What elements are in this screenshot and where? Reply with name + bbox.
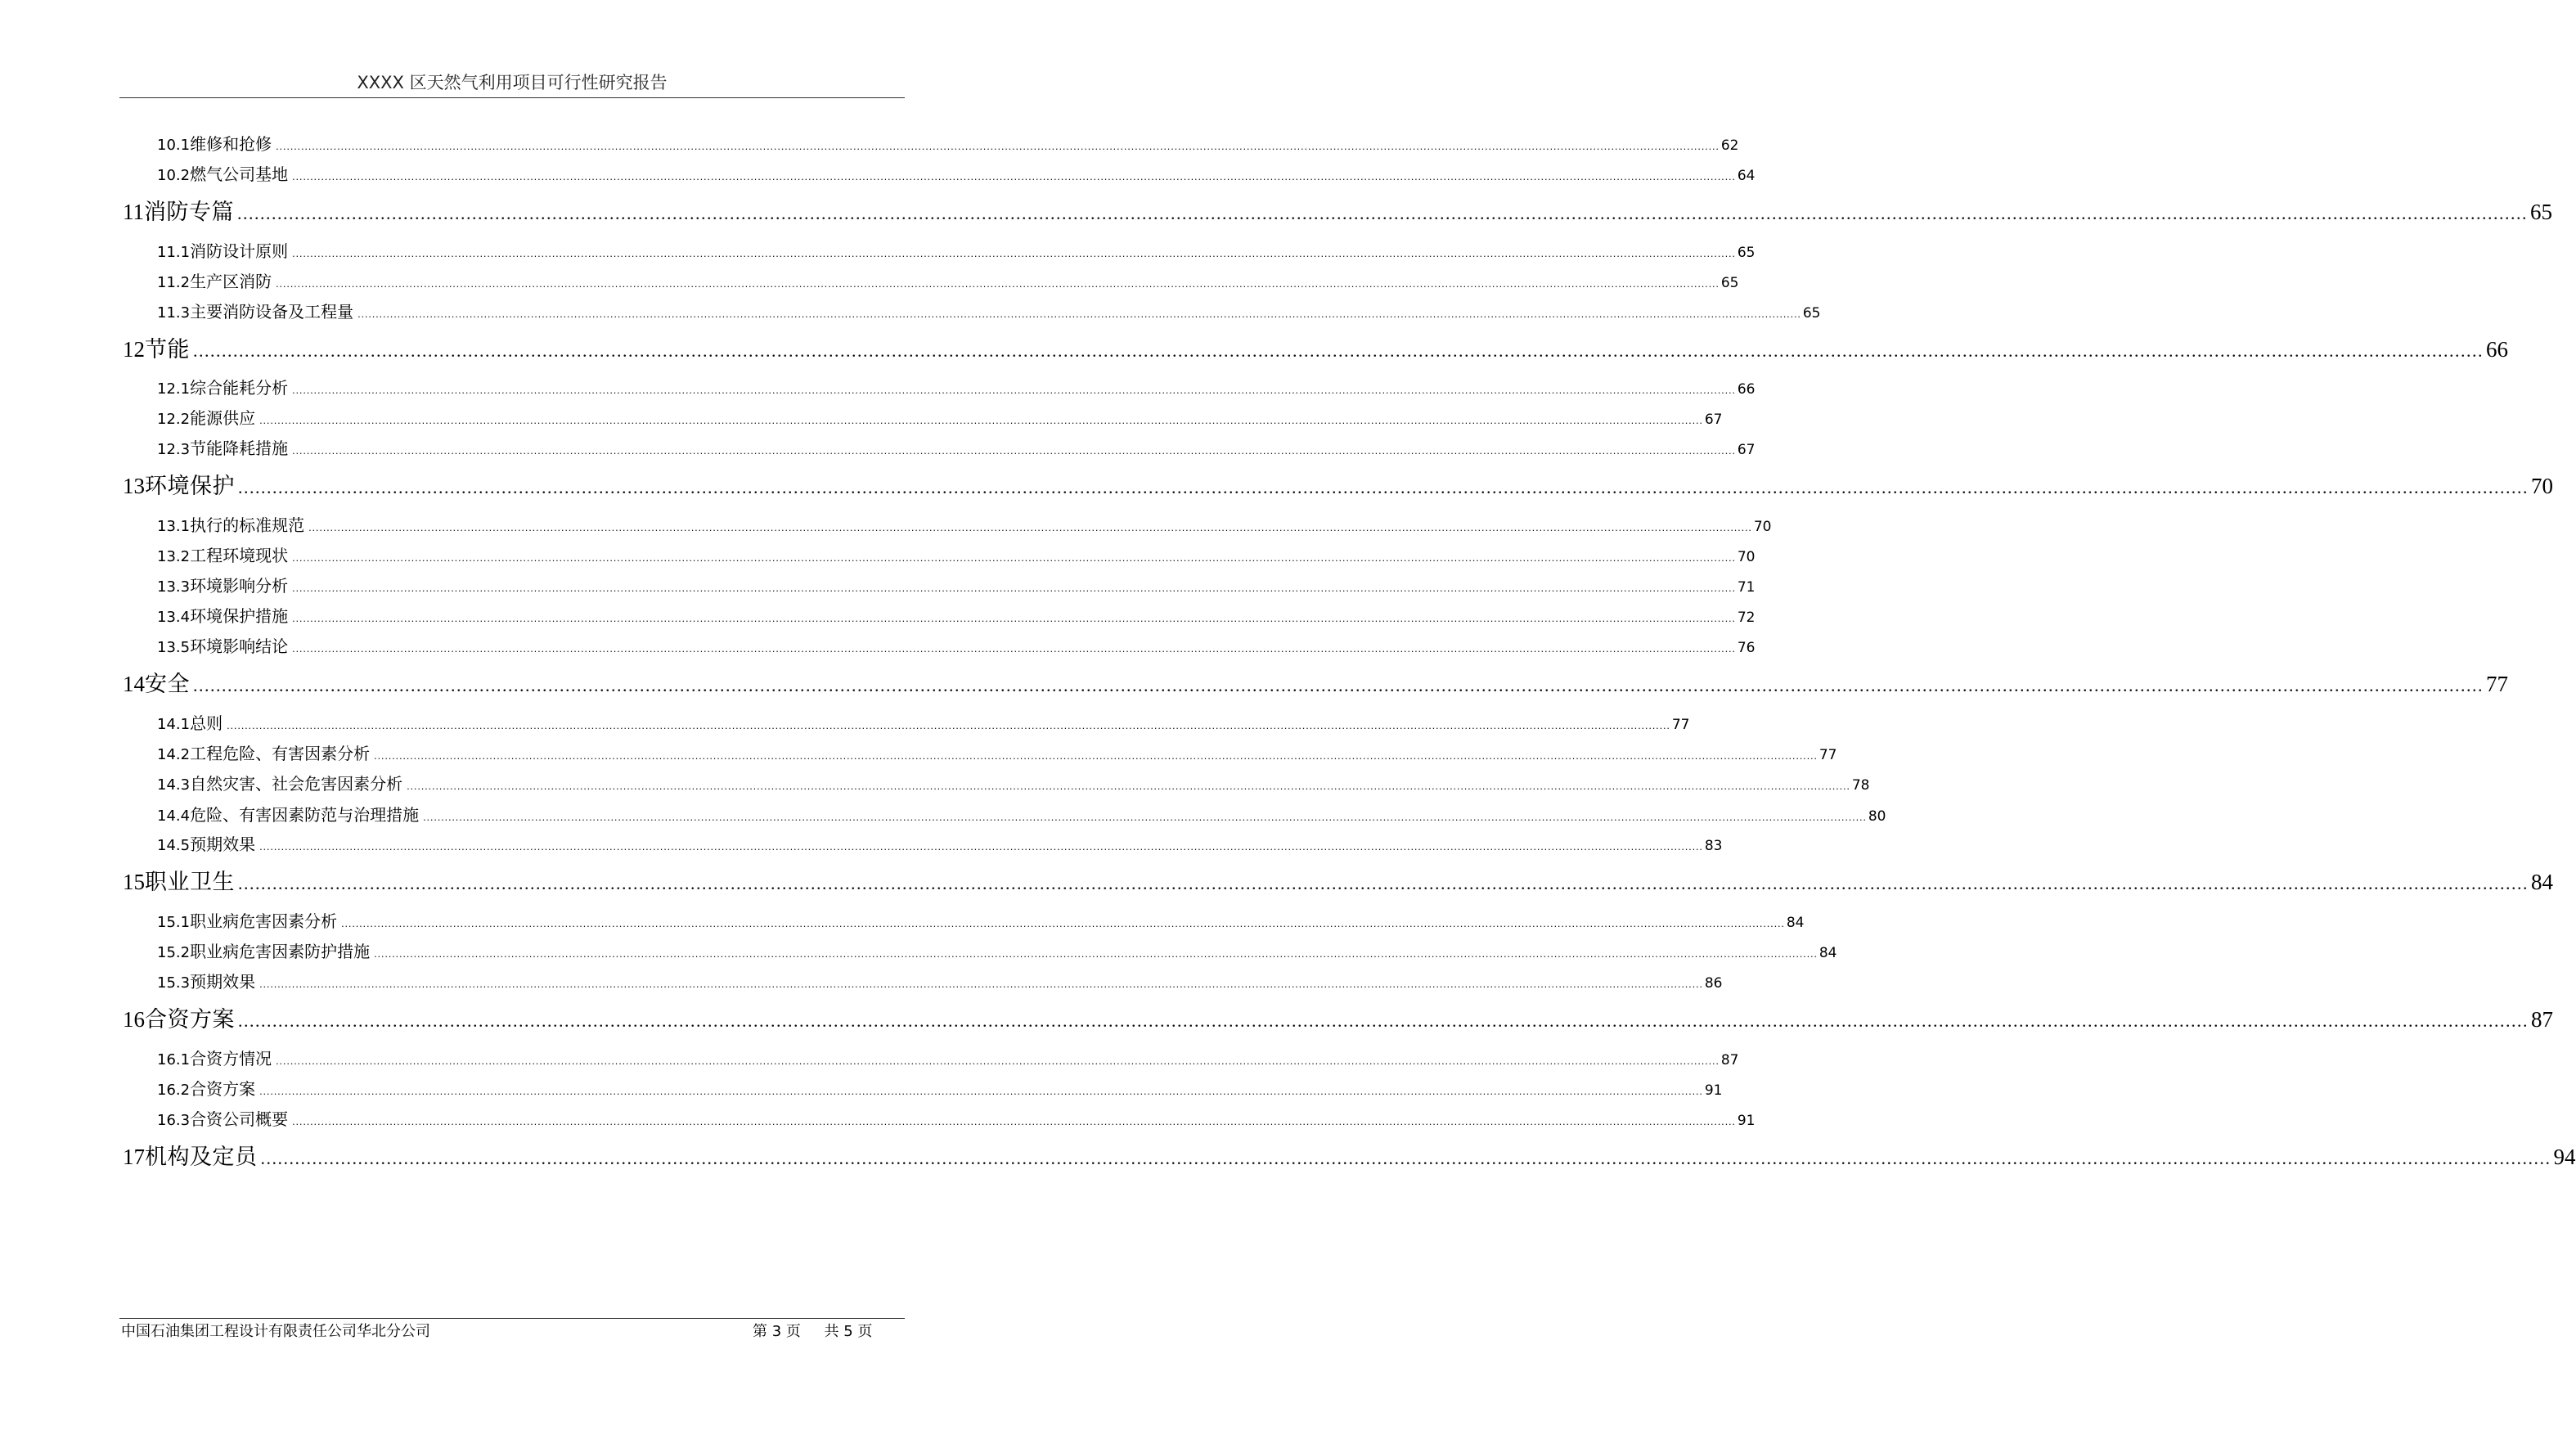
toc-entry-title: 节能 bbox=[145, 337, 190, 362]
toc-entry-page: 84 bbox=[2531, 870, 2553, 894]
toc-entry-page: 77 bbox=[1818, 747, 1837, 763]
toc-entry-number: 15.3 bbox=[157, 974, 191, 992]
toc-dot-leader: ................................................................................................................................................................................................................................................................................................................................................................................................................ bbox=[357, 308, 1801, 320]
toc-entry-title: 生产区消防 bbox=[190, 272, 272, 291]
toc-entry-number: 10.1 bbox=[157, 137, 191, 154]
toc-entry-number: 13 bbox=[123, 474, 145, 498]
toc-dot-leader: ................................................................................................................................................................................................................................................................................................................................................................................................................ bbox=[292, 247, 1736, 259]
toc-entry-page: 84 bbox=[1786, 915, 1805, 931]
toc-dot-leader: ................................................................................................................................................................................................................................................................................................................................................................................................................ bbox=[292, 642, 1736, 655]
toc-entry-page: 70 bbox=[1737, 549, 1756, 565]
toc-entry-page: 65 bbox=[2530, 200, 2552, 224]
toc-dot-leader: ................................................................................................................................................................................................................................................................................................................................................................................................................ bbox=[259, 1085, 1703, 1097]
toc-entry-title: 环境影响分析 bbox=[190, 576, 289, 596]
toc-entry-number: 13.2 bbox=[157, 548, 191, 565]
toc-entry-title: 职业病危害因素防护措施 bbox=[190, 942, 371, 961]
toc-entry-title: 合资方案 bbox=[145, 1007, 235, 1032]
toc-entry-number: 15 bbox=[123, 870, 145, 894]
toc-entry-page: 66 bbox=[2486, 337, 2508, 362]
header-rule bbox=[119, 97, 905, 98]
toc-entry-page: 83 bbox=[1704, 838, 1723, 854]
toc-dot-leader: ................................................................................................................................................................................................................................................................................................................................................................................................................ bbox=[259, 840, 1703, 852]
toc-entry-page: 80 bbox=[1868, 808, 1886, 825]
toc-entry-page: 94 bbox=[2553, 1145, 2576, 1169]
toc-entry-number: 17 bbox=[123, 1145, 145, 1169]
toc-entry-title: 燃气公司基地 bbox=[190, 164, 289, 184]
toc-entry-page: 91 bbox=[1704, 1082, 1723, 1099]
toc-entry-number: 13.4 bbox=[157, 609, 191, 626]
toc-entry-title: 合资公司概要 bbox=[190, 1109, 289, 1129]
toc-entry-number: 14.3 bbox=[157, 776, 191, 794]
toc-entry-number: 12.2 bbox=[157, 411, 191, 428]
toc-dot-leader: ................................................................................................................................................................................................................................................................................................................................................................................................................ bbox=[276, 1055, 1720, 1067]
toc-entry-number: 16 bbox=[123, 1007, 145, 1032]
toc-entry-number: 16.2 bbox=[157, 1082, 191, 1099]
toc-entry-page: 70 bbox=[1753, 519, 1772, 535]
toc-dot-leader: ................................................................................................................................................................................................................................................................................................................................................................................................................ bbox=[341, 917, 1785, 929]
toc-entry-page: 67 bbox=[1737, 442, 1756, 458]
toc-section[interactable] bbox=[157, 831, 1723, 855]
toc-dot-leader: ................................................................................................................................................................................................................................................................................................................................................................................................................ bbox=[292, 1115, 1736, 1127]
toc-dot-leader: ................................................................................................................................................................................................................................................................................................................................................................................................................ bbox=[193, 675, 2484, 695]
toc-chapter[interactable] bbox=[123, 468, 2553, 500]
toc-entry-page: 84 bbox=[1818, 945, 1837, 961]
toc-dot-leader: ................................................................................................................................................................................................................................................................................................................................................................................................................ bbox=[292, 612, 1736, 624]
toc-entry-title: 环境保护措施 bbox=[190, 606, 289, 626]
toc-section[interactable] bbox=[157, 710, 1690, 734]
toc-dot-leader: ................................................................................................................................................................................................................................................................................................................................................................................................................ bbox=[292, 582, 1736, 594]
toc-entry-number: 13.5 bbox=[157, 639, 191, 656]
toc-entry-number: 16.1 bbox=[157, 1051, 191, 1068]
toc-entry-page: 66 bbox=[1737, 381, 1756, 398]
toc-entry-title: 合资方案 bbox=[190, 1079, 256, 1099]
toc-entry-page: 64 bbox=[1737, 168, 1756, 184]
toc-section[interactable] bbox=[157, 268, 1739, 292]
toc-entry-title: 主要消防设备及工程量 bbox=[190, 302, 354, 322]
toc-entry-page: 76 bbox=[1737, 640, 1756, 656]
toc-entry-page: 78 bbox=[1851, 777, 1870, 794]
toc-entry-title: 预期效果 bbox=[190, 972, 256, 992]
toc-entry-page: 67 bbox=[1704, 412, 1723, 428]
toc-entry-page: 77 bbox=[1671, 717, 1690, 733]
toc-entry-title: 总则 bbox=[190, 713, 223, 733]
toc-section[interactable] bbox=[157, 603, 1756, 627]
toc-entry-page: 77 bbox=[2486, 672, 2508, 696]
toc-dot-leader: ................................................................................................................................................................................................................................................................................................................................................................................................................ bbox=[423, 811, 1867, 823]
toc-dot-leader: ................................................................................................................................................................................................................................................................................................................................................................................................................ bbox=[276, 277, 1720, 290]
toc-entry-title: 环境影响结论 bbox=[190, 637, 289, 656]
page-header-title: XXXX 区天然气利用项目可行性研究报告 bbox=[357, 73, 668, 92]
footer-company: 中国石油集团工程设计有限责任公司华北分公司 bbox=[121, 1323, 430, 1340]
toc-entry-page: 65 bbox=[1802, 305, 1821, 322]
footer-total-pages: 共 5 页 bbox=[824, 1323, 873, 1340]
toc-chapter[interactable] bbox=[123, 666, 2508, 698]
toc-entry-title: 综合能耗分析 bbox=[190, 378, 289, 398]
toc-entry-page: 91 bbox=[1737, 1113, 1756, 1129]
toc-dot-leader: ................................................................................................................................................................................................................................................................................................................................................................................................................ bbox=[292, 444, 1736, 457]
toc-entry-title: 职业卫生 bbox=[145, 870, 235, 895]
toc-section[interactable] bbox=[157, 573, 1756, 596]
toc-entry-title: 工程危险、有害因素分析 bbox=[190, 744, 371, 763]
toc-entry-title: 维修和抢修 bbox=[190, 134, 272, 154]
toc-dot-leader: ................................................................................................................................................................................................................................................................................................................................................................................................................ bbox=[260, 1148, 2551, 1168]
toc-chapter[interactable] bbox=[123, 864, 2553, 896]
toc-entry-number: 14.2 bbox=[157, 746, 191, 763]
toc-chapter[interactable] bbox=[123, 1139, 2576, 1171]
toc-entry-number: 14.5 bbox=[157, 837, 191, 854]
toc-entry-page: 65 bbox=[1720, 275, 1739, 291]
toc-entry-number: 16.3 bbox=[157, 1112, 191, 1129]
toc-section[interactable] bbox=[157, 161, 1756, 185]
toc-dot-leader: ................................................................................................................................................................................................................................................................................................................................................................................................................ bbox=[237, 203, 2528, 223]
toc-entry-title: 环境保护 bbox=[145, 474, 235, 499]
toc-section[interactable] bbox=[157, 740, 1837, 764]
toc-section[interactable] bbox=[157, 238, 1756, 262]
toc-section[interactable] bbox=[157, 802, 1886, 825]
toc-entry-number: 10.2 bbox=[157, 167, 191, 184]
toc-entry-title: 消防设计原则 bbox=[190, 241, 289, 261]
toc-entry-number: 13.3 bbox=[157, 578, 191, 596]
toc-dot-leader: ................................................................................................................................................................................................................................................................................................................................................................................................................ bbox=[238, 477, 2529, 497]
toc-entry-number: 13.1 bbox=[157, 518, 191, 535]
toc-entry-title: 能源供应 bbox=[190, 408, 256, 428]
toc-chapter[interactable] bbox=[123, 194, 2552, 226]
toc-section[interactable] bbox=[157, 435, 1756, 459]
toc-entry-number: 12.1 bbox=[157, 380, 191, 398]
toc-section[interactable] bbox=[157, 969, 1723, 992]
toc-entry-number: 15.1 bbox=[157, 914, 191, 931]
toc-entry-page: 86 bbox=[1704, 975, 1723, 992]
toc-entry-number: 11.1 bbox=[157, 244, 191, 261]
toc-dot-leader: ................................................................................................................................................................................................................................................................................................................................................................................................................ bbox=[292, 170, 1736, 182]
toc-section[interactable] bbox=[157, 405, 1723, 429]
toc-entry-title: 安全 bbox=[145, 672, 190, 697]
toc-entry-number: 12 bbox=[123, 337, 145, 362]
toc-section[interactable] bbox=[157, 131, 1739, 155]
toc-entry-page: 70 bbox=[2531, 474, 2553, 498]
footer-rule bbox=[119, 1318, 905, 1319]
toc-dot-leader: ................................................................................................................................................................................................................................................................................................................................................................................................................ bbox=[407, 780, 1850, 792]
toc-entry-number: 11.2 bbox=[157, 274, 191, 291]
toc-entry-page: 71 bbox=[1737, 579, 1756, 596]
toc-section[interactable] bbox=[157, 375, 1756, 398]
toc-entry-number: 14.4 bbox=[157, 807, 191, 825]
toc-entry-title: 执行的标准规范 bbox=[190, 515, 305, 535]
toc-entry-title: 消防专篇 bbox=[144, 200, 234, 225]
toc-dot-leader: ................................................................................................................................................................................................................................................................................................................................................................................................................ bbox=[308, 521, 1752, 533]
toc-entry-title: 节能降耗措施 bbox=[190, 439, 289, 458]
toc-entry-number: 12.3 bbox=[157, 441, 191, 458]
toc-section[interactable] bbox=[157, 1046, 1739, 1069]
toc-section[interactable] bbox=[157, 938, 1837, 962]
toc-section[interactable] bbox=[157, 771, 1870, 794]
toc-dot-leader: ................................................................................................................................................................................................................................................................................................................................................................................................................ bbox=[292, 551, 1736, 564]
toc-entry-page: 65 bbox=[1737, 245, 1756, 261]
toc-entry-number: 14.1 bbox=[157, 716, 191, 733]
toc-section[interactable] bbox=[157, 542, 1756, 566]
toc-dot-leader: ................................................................................................................................................................................................................................................................................................................................................................................................................ bbox=[259, 414, 1703, 426]
toc-entry-title: 合资方情况 bbox=[190, 1049, 272, 1068]
toc-dot-leader: ................................................................................................................................................................................................................................................................................................................................................................................................................ bbox=[374, 947, 1818, 960]
toc-entry-number: 14 bbox=[123, 672, 145, 696]
toc-section[interactable] bbox=[157, 633, 1756, 657]
toc-dot-leader: ................................................................................................................................................................................................................................................................................................................................................................................................................ bbox=[238, 873, 2529, 893]
toc-section[interactable] bbox=[157, 512, 1772, 536]
toc-entry-page: 87 bbox=[1720, 1052, 1739, 1068]
toc-dot-leader: ................................................................................................................................................................................................................................................................................................................................................................................................................ bbox=[193, 340, 2484, 361]
toc-section[interactable] bbox=[157, 908, 1805, 932]
toc-entry-title: 职业病危害因素分析 bbox=[190, 911, 338, 931]
toc-entry-number: 11.3 bbox=[157, 304, 191, 322]
toc-entry-page: 87 bbox=[2531, 1007, 2553, 1032]
toc-section[interactable] bbox=[157, 1076, 1723, 1100]
footer-page-number: 第 3 页 bbox=[753, 1323, 801, 1340]
toc-dot-leader: ................................................................................................................................................................................................................................................................................................................................................................................................................ bbox=[259, 978, 1703, 990]
toc-dot-leader: ................................................................................................................................................................................................................................................................................................................................................................................................................ bbox=[276, 140, 1720, 152]
toc-dot-leader: ................................................................................................................................................................................................................................................................................................................................................................................................................ bbox=[374, 749, 1818, 762]
toc-section[interactable] bbox=[157, 299, 1821, 322]
toc-dot-leader: ................................................................................................................................................................................................................................................................................................................................................................................................................ bbox=[292, 384, 1736, 396]
toc-section[interactable] bbox=[157, 1106, 1756, 1130]
toc-entry-title: 自然灾害、社会危害因素分析 bbox=[190, 774, 403, 794]
toc-entry-number: 11 bbox=[123, 200, 144, 224]
toc-entry-number: 15.2 bbox=[157, 944, 191, 961]
toc-dot-leader: ................................................................................................................................................................................................................................................................................................................................................................................................................ bbox=[238, 1010, 2529, 1031]
toc-entry-title: 预期效果 bbox=[190, 834, 256, 854]
toc-entry-title: 工程环境现状 bbox=[190, 546, 289, 565]
toc-dot-leader: ................................................................................................................................................................................................................................................................................................................................................................................................................ bbox=[227, 719, 1670, 731]
toc-entry-title: 机构及定员 bbox=[145, 1145, 258, 1170]
toc-entry-page: 72 bbox=[1737, 610, 1756, 626]
toc-entry-title: 危险、有害因素防范与治理措施 bbox=[190, 805, 420, 825]
toc-chapter[interactable] bbox=[123, 1001, 2553, 1033]
footer-page-info bbox=[753, 1322, 872, 1342]
toc-entry-page: 62 bbox=[1720, 137, 1739, 154]
toc-chapter[interactable] bbox=[123, 331, 2508, 363]
